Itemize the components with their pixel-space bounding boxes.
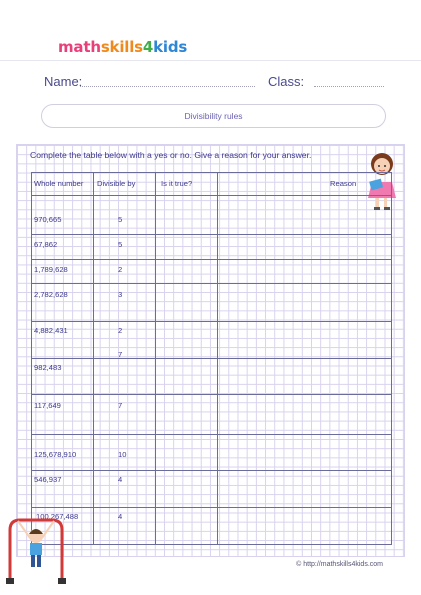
row-divider [32, 434, 391, 435]
row-1-number: 970,665 [34, 215, 62, 224]
row-10-number: 100,267,488 [36, 512, 79, 521]
name-field-line[interactable] [80, 86, 255, 87]
brand-logo [58, 38, 187, 56]
row-3-divisor: 2 [118, 265, 123, 274]
row-4-divisor: 3 [118, 290, 123, 299]
row-divider [32, 259, 391, 260]
row-10-divisor: 4 [118, 512, 123, 521]
row-divider [32, 470, 391, 471]
row-7-number: 117,649 [34, 401, 61, 410]
copyright-footer: © http://mathskills4kids.com [296, 561, 383, 568]
class-label: Class: [268, 74, 305, 89]
column-header-divisible-by: Divisible by [97, 179, 136, 188]
row-8-divisor: 10 [118, 450, 127, 459]
row-divider [32, 283, 391, 284]
row-2-divisor: 5 [118, 240, 123, 249]
row-4-number: 2,782,628 [34, 290, 68, 299]
row-6-divisor: 7 [118, 350, 123, 359]
row-3-number: 1,789,628 [34, 265, 68, 274]
column-header-is-it-true: Is it true? [161, 179, 193, 188]
instructions: Complete the table below with a yes or no. Give a reason for your answer. [30, 150, 312, 160]
row-5-number: 4,882,431 [34, 326, 68, 335]
logo-part-4: 4 [142, 38, 154, 56]
worksheet-title-text: Divisibility rules [184, 111, 243, 121]
header-divider [0, 60, 421, 61]
logo-part-kids: kids [153, 38, 188, 56]
row-7-divisor: 7 [118, 401, 123, 410]
boy-on-bars-illustration [4, 508, 68, 584]
row-9-divisor: 4 [118, 475, 123, 484]
row-8-number: 125,678,910 [34, 450, 77, 459]
row-divider [32, 195, 391, 196]
logo-part-math: math [58, 38, 101, 56]
row-divider [32, 358, 391, 359]
class-field-line[interactable] [314, 86, 384, 87]
name-label: Name: [44, 74, 83, 89]
worksheet-title [41, 104, 386, 128]
column-header-reason: Reason [330, 179, 357, 188]
row-divider [32, 234, 391, 235]
row-1-divisor: 5 [118, 215, 123, 224]
row-divider [32, 394, 391, 395]
row-5-divisor: 2 [118, 326, 123, 335]
logo-part-skills: skills [100, 38, 143, 56]
row-6-number: 982,483 [34, 363, 62, 372]
row-9-number: 546,937 [34, 475, 62, 484]
row-divider [32, 507, 391, 508]
divisibility-table [31, 172, 392, 545]
row-2-number: 67,862 [34, 240, 58, 249]
row-divider [32, 321, 391, 322]
column-header-whole-number: Whole number [34, 179, 84, 188]
